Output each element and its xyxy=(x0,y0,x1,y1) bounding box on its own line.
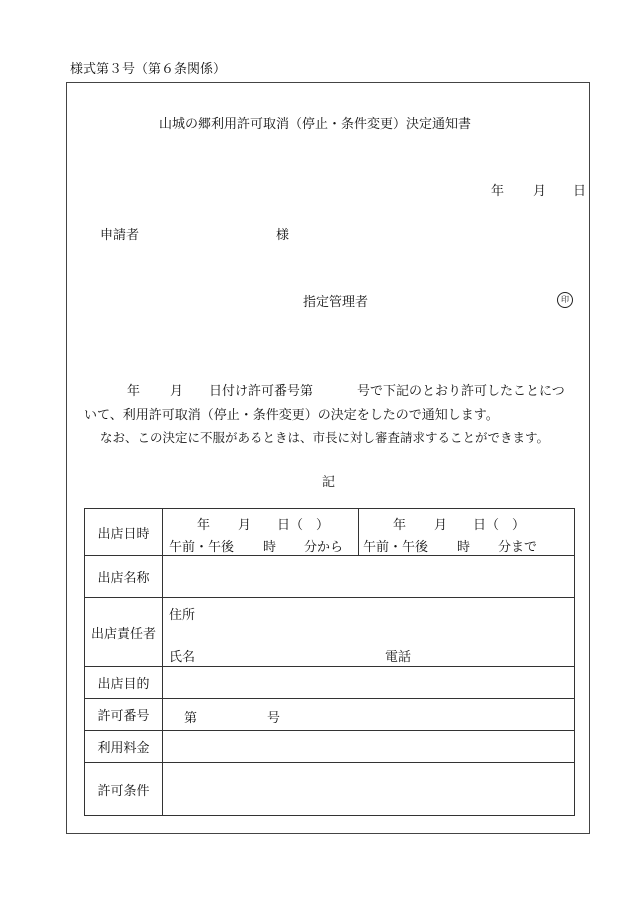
phone-label: 電話 xyxy=(385,650,412,665)
from-ampm: 午前・午後 xyxy=(169,540,235,555)
permit-number-label: 許可番号 xyxy=(85,699,163,731)
body-line3: なお、この決定に不服があるときは、市長に対し審査請求することができます。 xyxy=(100,430,550,445)
table-row xyxy=(85,667,575,699)
details-table xyxy=(84,508,575,816)
purpose-value xyxy=(163,667,575,699)
date-day: 日 xyxy=(573,184,587,199)
conditions-value xyxy=(163,763,575,816)
table-row xyxy=(85,556,575,598)
datetime-label: 出店日時 xyxy=(85,509,163,556)
from-day: 日（ ） xyxy=(277,518,330,533)
from-minute: 分から xyxy=(304,540,344,555)
shop-name-label: 出店名称 xyxy=(85,556,163,598)
applicant-honorific: 様 xyxy=(276,228,290,243)
table-row xyxy=(85,699,575,731)
datetime-to-cell xyxy=(359,509,575,556)
body-line1-rest: 号で下記のとおり許可したことにつ xyxy=(357,384,565,399)
seal-mark: 印 xyxy=(557,292,573,308)
fee-label: 利用料金 xyxy=(85,731,163,763)
table-row xyxy=(85,763,575,816)
permit-go: 号 xyxy=(267,711,281,726)
to-minute: 分まで xyxy=(498,540,538,555)
document-title: 山城の郷利用許可取消（停止・条件変更）決定通知書 xyxy=(158,117,471,132)
body-line2: いて、利用許可取消（停止・条件変更）の決定をしたので通知します。 xyxy=(84,408,499,423)
manager-label: 指定管理者 xyxy=(303,295,369,310)
to-day: 日（ ） xyxy=(473,518,526,533)
from-month: 月 xyxy=(238,518,252,533)
purpose-label: 出店目的 xyxy=(85,667,163,699)
table-row xyxy=(85,509,575,556)
table-row xyxy=(85,731,575,763)
body-month: 月 xyxy=(170,384,184,399)
body-day-permit: 日付け許可番号第 xyxy=(209,384,314,399)
permit-dai: 第 xyxy=(184,711,198,726)
date-year: 年 xyxy=(491,184,505,199)
datetime-from-cell xyxy=(163,509,359,556)
fee-value xyxy=(163,731,575,763)
address-label: 住所 xyxy=(169,608,196,623)
shop-name-value xyxy=(163,556,575,598)
from-hour: 時 xyxy=(263,540,277,555)
ki-label: 記 xyxy=(322,475,336,490)
from-year: 年 xyxy=(197,518,211,533)
to-hour: 時 xyxy=(457,540,471,555)
responsible-value xyxy=(163,598,575,667)
to-month: 月 xyxy=(434,518,448,533)
to-ampm: 午前・午後 xyxy=(363,540,429,555)
body-year: 年 xyxy=(127,384,141,399)
conditions-label: 許可条件 xyxy=(85,763,163,816)
form-number: 様式第３号（第６条関係） xyxy=(70,62,227,77)
responsible-label: 出店責任者 xyxy=(85,598,163,667)
date-month: 月 xyxy=(533,184,547,199)
to-year: 年 xyxy=(393,518,407,533)
table-row xyxy=(85,598,575,667)
name-label: 氏名 xyxy=(169,650,196,665)
applicant-label: 申請者 xyxy=(100,228,140,243)
permit-number-value xyxy=(163,699,575,731)
